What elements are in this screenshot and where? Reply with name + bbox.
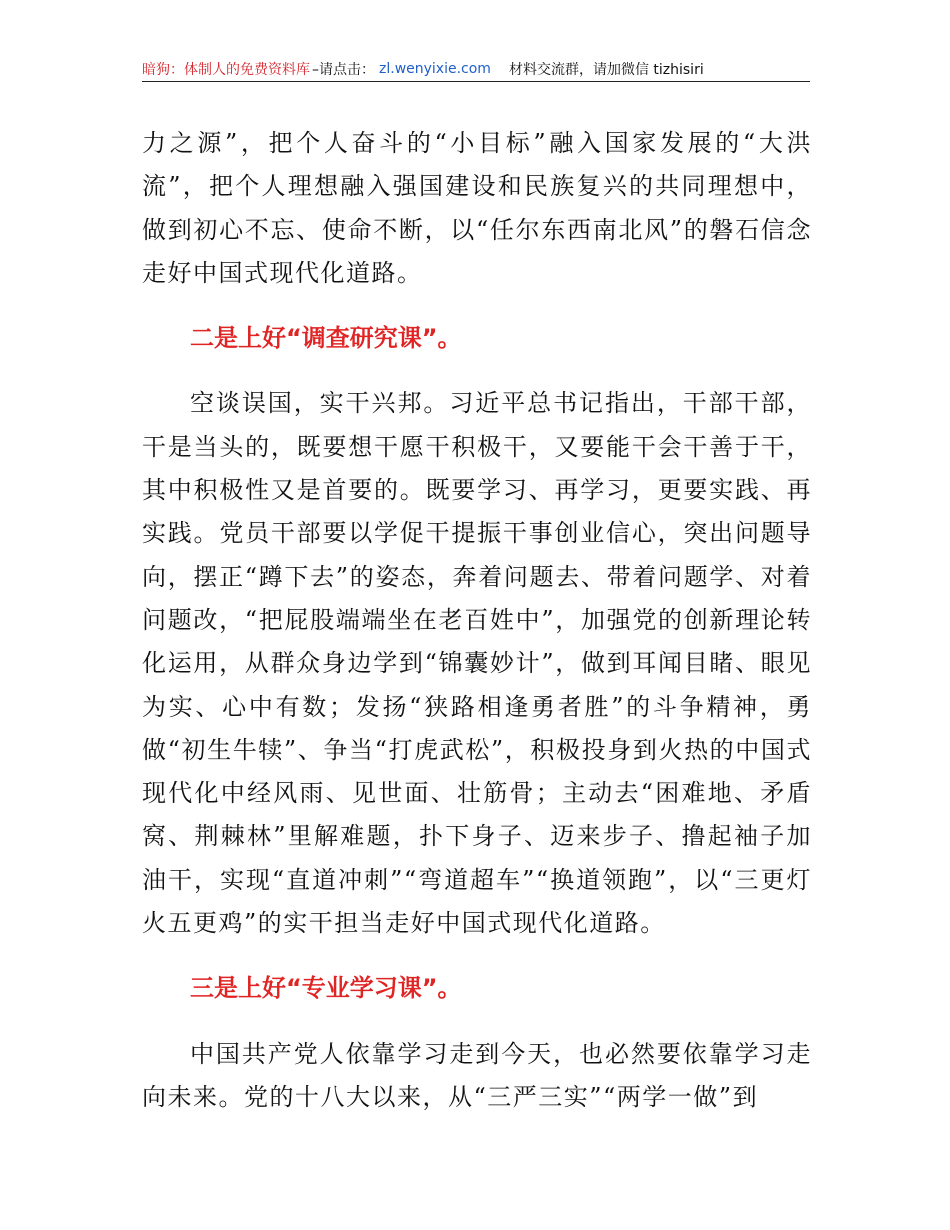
site-label: 暗狗：体制人的免费资料库	[142, 62, 310, 78]
site-link[interactable]: zl.wenyixie.com	[379, 61, 491, 77]
paragraph-gap	[142, 945, 812, 967]
paragraph-continued: 力之源”，把个人奋斗的“小目标”融入国家发展的“大洪流”，把个人理想融入强国建设和民族复兴的共同理想中，做到初心不忘、使命不断，以“任尔东西南北风”的磐石信念走好中国式现代化道路。	[142, 129, 812, 287]
page-header	[142, 58, 810, 80]
paragraph-study: 中国共产党人依靠学习走到今天，也必然要依靠学习走向未来。党的十八大以来，从“三严三实”“两学一做”到	[142, 1039, 812, 1111]
paragraph-research: 空谈误国，实干兴邦。习近平总书记指出，干部干部，干是当头的，既要想干愿干积极干，又要能干会干善于干，其中积极性又是首要的。既要学习、再学习，更要实践、再实践。党员干部要以学促干提振干事创业信心，突出问题导向，摆正“蹲下去”的姿态，奔着问题去、带着问题学、对着问题改，“把屁股端端坐在老百姓中”，加强党的创新理论转化运用，从群众身边学到“锦囊妙计”，做到耳闻目睹、眼见为实、心中有数；发扬“狭路相逢勇者胜”的斗争精神，勇做“初生牛犊”、争当“打虎武松”，积极投身到火热的中国式现代化中经风雨、见世面、壮筋骨；主动去“困难地、矛盾窝、荆棘林”里解难题，扑下身子、迈来步子、撸起袖子加油干，实现“直道冲刺”“弯道超车”“换道领跑”，以“三更灯火五更鸡”的实干担当走好中国式现代化道路。	[142, 389, 812, 938]
document-body	[142, 122, 812, 1119]
section-heading-3: 三是上好“专业学习课”。	[190, 974, 462, 1003]
section-heading-2: 二是上好“调查研究课”。	[190, 324, 462, 353]
paragraph-gap	[142, 360, 812, 382]
contact-info: 材料交流群，请加微信 tizhisiri	[508, 62, 704, 78]
paragraph-gap	[142, 295, 812, 317]
click-prompt: –请点击：	[312, 62, 375, 78]
paragraph-gap	[142, 1011, 812, 1033]
header-divider	[142, 81, 810, 82]
